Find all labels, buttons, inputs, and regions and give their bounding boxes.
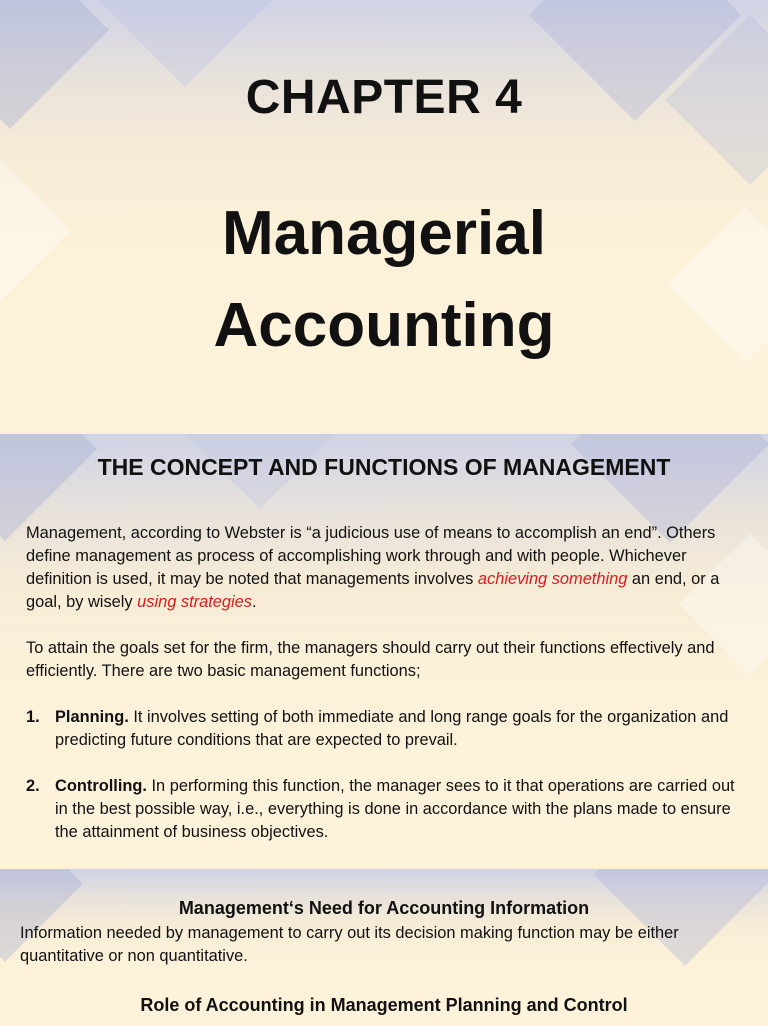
list-text: In performing this function, the manager sees to it that operations are carried out in the best possible way, i.e., everything is done in accordance with the plans made to ensure the attainment of business objectives. [55,777,735,841]
title-slide [0,0,768,432]
emphasis-text: using strategies [137,593,252,611]
list-item [26,706,738,752]
functions-intro-paragraph: To attain the goals set for the firm, the managers should carry out their functions effectively and efficiently. There are two basic management functions; [26,639,715,680]
emphasis-text: achieving something [477,570,628,588]
list-number: 1. [26,708,40,726]
paragraph: Information needed by management to carry out its decision making function may be either quantitative or non quantitative. [20,924,679,965]
paragraph-text: Management, according to Webster is “a judicious use of means to accomplish an end”. Others define management as process of accomplishing work through and with people. Whichever definition is used, it may be noted that managements involves [26,524,716,588]
list-term: Planning. [55,708,129,726]
section-heading: THE CONCEPT AND FUNCTIONS OF MANAGEMENT [97,454,671,480]
list-number: 2. [26,777,40,795]
concept-slide [0,434,768,867]
chapter-label: CHAPTER 4 [245,71,523,124]
definition-paragraph [26,522,738,614]
page-title [0,188,768,372]
paragraph-text: an end, or a goal, by wisely [26,570,720,611]
list-text: It involves setting of both immediate and long range goals for the organization and predicting future conditions that are expected to prevail. [55,708,729,749]
title-line-2: Accounting [213,291,555,360]
paragraph-text: . [251,593,257,611]
subsection-heading: Management‘s Need for Accounting Information [178,898,590,918]
list-item [26,775,738,844]
accounting-info-slide [0,869,768,1026]
list-term: Controlling. [55,777,147,795]
title-line-1: Managerial [222,199,546,268]
subsection-heading: Role of Accounting in Management Planning and Control [140,995,628,1015]
